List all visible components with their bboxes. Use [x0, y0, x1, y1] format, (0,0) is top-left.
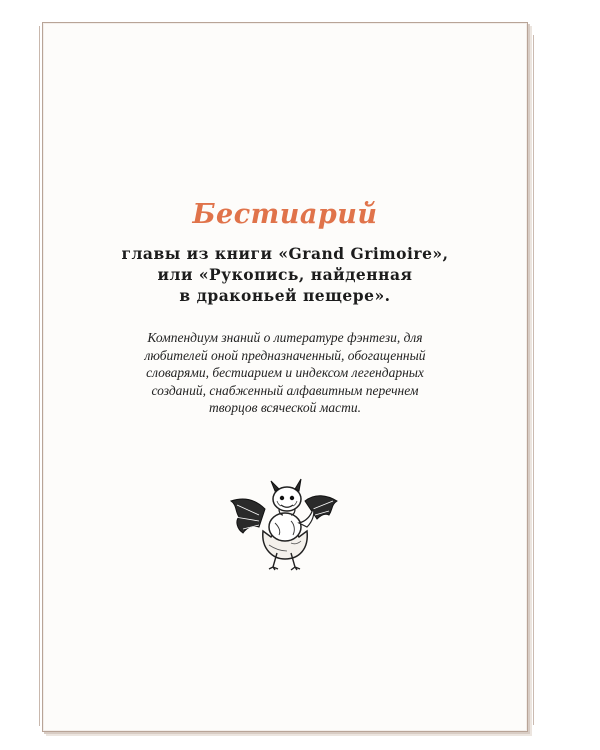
- subtitle-line: в драконьей пещере».: [179, 286, 391, 305]
- description-line: любителей оной предназначенный, обогащенный: [144, 347, 426, 363]
- subtitle-line: или «Рукопись, найденная: [157, 265, 413, 284]
- description-line: Компендиум знаний о литературе фэнтези, для: [147, 330, 423, 345]
- description: [43, 329, 527, 417]
- baby-dragon-hatchling-icon: [225, 471, 345, 571]
- description-line: созданий, снабженный алфавитным перечнем: [151, 382, 419, 398]
- subtitle: [43, 243, 527, 306]
- book-page: [42, 22, 528, 732]
- page-title: Бестиарий: [192, 199, 378, 230]
- description-line: творцов всяческой масти.: [209, 400, 361, 415]
- description-line: словарями, бестиарием и индексом легендарных: [146, 365, 424, 380]
- subtitle-line: главы из книги «Grand Grimoire»,: [121, 244, 449, 263]
